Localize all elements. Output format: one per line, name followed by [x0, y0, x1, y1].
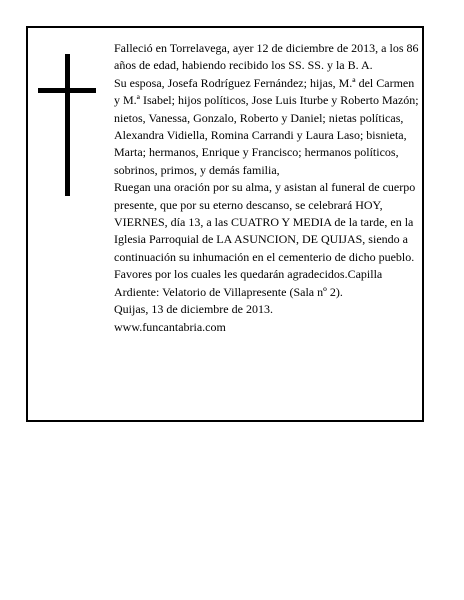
- family-list: Su esposa, Josefa Rodríguez Fernández; hijas, M.ª del Carmen y M.ª Isabel; hijos políticos, Jose Luis Iturbe y Roberto Mazón; nietos, Vanessa, Gonzalo, Roberto y Daniel; nietas políticas, Alexandra Vidiella, Romina Carrandi y Laura Laso; bisnieta, Marta; hermanos, Enrique y Francisco; hermanos políticos, sobrinos, primos, y demás familia,: [114, 75, 419, 177]
- cross-horizontal-bar: [38, 88, 96, 93]
- funeral-details: Ruegan una oración por su alma, y asistan al funeral de cuerpo presente, que por su eterno descanso, se celebrará HOY, VIERNES, día 13, a las CUATRO Y MEDIA de la tarde, en la Iglesia Parroquial de LA ASUNCION, DE QUIJAS, siendo a continuación su inhumación en el cementerio de dicho pueblo. Favores por los cuales les quedarán agradecidos.Capilla Ardiente: Velatorio de Villapresente (Sala nº 2).: [114, 180, 416, 299]
- cross-vertical-bar: [65, 54, 70, 196]
- obituary-text: [114, 40, 420, 336]
- death-announcement: Falleció en Torrelavega, ayer 12 de diciembre de 2013, a los 86 años de edad, habiendo recibido los SS. SS. y la B. A.: [114, 41, 419, 73]
- latin-cross-icon: [38, 54, 96, 196]
- website: www.funcantabria.com: [114, 319, 226, 334]
- place-date: Quijas, 13 de diciembre de 2013.: [114, 302, 273, 317]
